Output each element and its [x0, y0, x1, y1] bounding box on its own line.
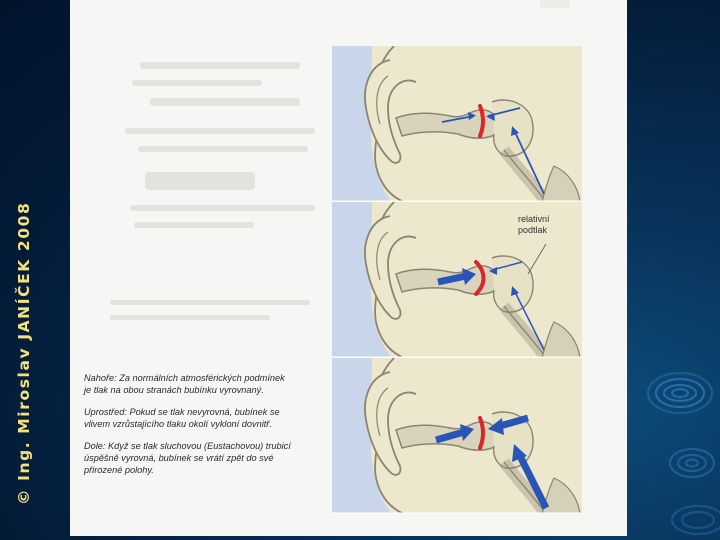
panel-normal — [332, 46, 582, 202]
legend-line: je tlak na obou stranách bubínku vyrovnaný. — [84, 385, 264, 396]
panel-equalized — [332, 358, 582, 514]
copyright-notice: © Ing. Miroslav JANÍČEK 2008 — [15, 201, 33, 505]
callout-line-2: podtlak — [518, 225, 548, 235]
legend-line: Nahoře: Za normálních atmosférických podmínek — [84, 373, 285, 383]
ripple-icon — [640, 355, 720, 540]
legend-item-middle — [84, 406, 336, 431]
scanned-page — [70, 0, 627, 536]
ear-pressure-figure — [332, 46, 582, 514]
legend-item-top — [84, 372, 336, 397]
callout-line-1: relativní — [518, 214, 550, 224]
legend-item-bottom — [84, 440, 336, 477]
legend-line: Uprostřed: Pokud se tlak nevyrovná, bubínek se — [84, 406, 280, 417]
legend-line: úspěšně vyrovná, bubínek se vrátí zpět do své — [84, 453, 274, 464]
legend-line: vlivem vzrůstajícího tlaku okolí vykloní dovnitř. — [84, 419, 272, 430]
legend-line: Dole: Když se tlak sluchovou (Eustachovou) trubicí — [84, 440, 291, 451]
pressure-callout — [518, 214, 578, 236]
figure-legend — [84, 372, 336, 486]
legend-line: přirozené polohy. — [84, 465, 154, 476]
